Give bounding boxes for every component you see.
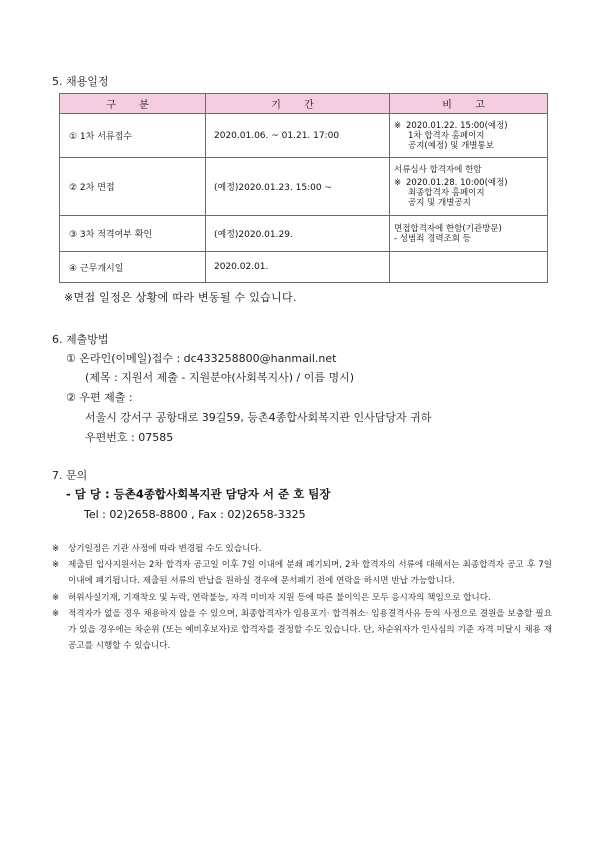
- online-submission: ① 온라인(이메일)접수 : dc433258800@hanmail.net: [66, 352, 337, 365]
- table-row: [60, 252, 548, 283]
- list-item: [52, 557, 552, 589]
- section-5-title: 5. 채용일정: [52, 75, 109, 88]
- section-7-title: 7. 문의: [52, 469, 88, 482]
- note-mark: ※: [394, 178, 402, 188]
- table-row: [60, 216, 548, 252]
- online-submission-subject: (제목 : 지원서 제출 - 지원분야(사회복지사) / 이름 명시): [85, 371, 355, 384]
- note-line: - 성범죄 경력조회 등: [394, 233, 471, 244]
- postal-submission: ② 우편 제출 :: [66, 391, 133, 404]
- note-line: 1차 합격자 홈페이지: [408, 130, 485, 141]
- note-text: 허위사실기재, 기재착오 및 누락, 연락불능, 자격 미비자 지원 등에 따른 불이익은 모두 응시자의 책임으로 합니다.: [68, 592, 491, 603]
- row-remarks: [390, 216, 548, 252]
- note-line: 면접합격자에 한함(기관방문): [394, 223, 502, 234]
- row-step: ② 2차 면접: [60, 158, 206, 216]
- header-period: 기 간: [206, 94, 390, 114]
- header-category: 구 분: [60, 94, 206, 114]
- note-bullet: ※: [52, 592, 60, 603]
- list-item: [52, 541, 552, 557]
- contact-person: - 담 당 : 등촌4종합사회복지관 담당자 서 준 호 팀장: [66, 487, 331, 501]
- table-row: [60, 114, 548, 158]
- note-bullet: ※: [52, 560, 60, 571]
- row-remarks: [390, 114, 548, 158]
- note-line: 2020.01.22. 15:00(예정): [406, 120, 508, 131]
- row-period: 2020.02.01.: [206, 252, 390, 283]
- row-period: (예정)2020.01.23. 15:00 ~: [206, 158, 390, 216]
- row-remarks: [390, 252, 548, 283]
- note-intro: 서류심사 합격자에 한함: [394, 165, 482, 175]
- note-text: 제출된 입사지원서는 2차 합격자 공고일 이후 7일 이내에 분쇄 폐기되며, 2차 합격자의 서류에 대해서는 최종합격자 공고 후 7일 이내에 폐기됩니다. 제출된 서류의 반납을 원하실 경우에 문서폐기 전에 연락을 하시면 반납 가능합니다.: [68, 560, 552, 587]
- table-row: [60, 158, 548, 216]
- row-step: ④ 근무개시일: [60, 252, 206, 283]
- notes-list: [52, 541, 552, 654]
- note-text: 적격자가 없을 경우 채용하지 않을 수 있으며, 최종합격자가 임용포기· 합격취소· 임용결격사유 등의 사정으로 결원을 보충할 필요가 있을 경우에는 차순위 (또는 예비후보자)로 합격자를 결정할 수도 있습니다. 단, 차순위자가 인사심의 기준 자격 미달시 채용 재공고를 시행할 수 있습니다.: [68, 608, 552, 652]
- header-remarks: 비 고: [390, 94, 548, 114]
- note-bullet: ※: [52, 544, 60, 554]
- note-line: 공지(예정) 및 개별통보: [408, 140, 494, 151]
- row-period: (예정)2020.01.29.: [206, 216, 390, 252]
- row-remarks: [390, 158, 548, 216]
- section-6-title: 6. 제출방법: [52, 333, 109, 346]
- list-item: [52, 606, 552, 655]
- note-line: 공지 및 개별공지: [408, 198, 471, 208]
- note-line: 2020.01.28. 10:00(예정): [406, 178, 508, 188]
- row-step: ③ 3차 적격여부 확인: [60, 216, 206, 252]
- postal-code: 우편번호 : 07585: [85, 431, 174, 444]
- postal-address: 서울시 강서구 공항대로 39길59, 등촌4종합사회복지관 인사담당자 귀하: [85, 411, 432, 424]
- note-mark: ※: [394, 120, 402, 131]
- note-text: 상기일정은 기관 사정에 따라 변경될 수도 있습니다.: [68, 544, 262, 554]
- note-bullet: ※: [52, 608, 60, 619]
- schedule-table-header: [60, 94, 548, 114]
- list-item: [52, 590, 552, 606]
- row-period: 2020.01.06. ~ 01.21. 17:00: [206, 114, 390, 158]
- schedule-change-note: ※면접 일정은 상황에 따라 변동될 수 있습니다.: [64, 291, 297, 304]
- row-step: ① 1차 서류접수: [60, 114, 206, 158]
- contact-phone-fax: Tel : 02)2658-8800 , Fax : 02)2658-3325: [84, 508, 306, 521]
- note-line: 최종합격자 홈페이지: [408, 188, 485, 198]
- schedule-table: [59, 93, 548, 283]
